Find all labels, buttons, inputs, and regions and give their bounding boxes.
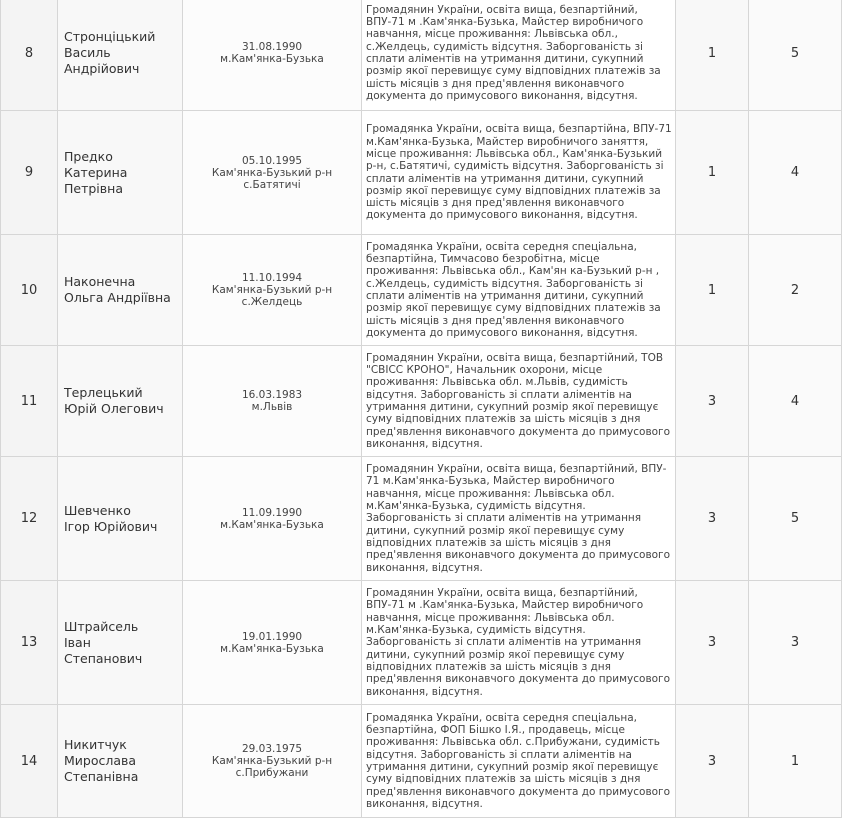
candidate-name — [58, 705, 183, 818]
candidate-description: Громадянин України, освіта вища, безпартійний, ВПУ- 71 м.Кам'янка-Бузька, Майстер виробничого навчання, місце проживання: Львівська обл. м.Кам'янка-Бузька, судимість відсутня. Заборгованість зі сплати аліментів на утримання дитини, сукупний розмір якої перевищує суму відповідних платежів за шість місяців з дня пред'явлення виконавчого документа до примусового виконання, відсутня. — [362, 457, 676, 581]
table-row — [1, 235, 842, 346]
birth-info — [183, 581, 362, 705]
name-line: Ігор Юрійович — [64, 518, 158, 534]
name-line: Петрівна — [64, 180, 123, 196]
value-b: 5 — [749, 457, 842, 581]
value-a: 3 — [676, 581, 749, 705]
table-row — [1, 346, 842, 457]
row-number: 12 — [1, 457, 58, 581]
value-b: 5 — [749, 0, 842, 111]
birth-date: 11.09.1990 — [241, 506, 303, 519]
candidate-description: Громадянка України, освіта середня спеціальна, безпартійна, Тимчасово безробітна, місце проживання: Львівська обл., Кам'ян ка-Бузький р-н , с.Желдець, судимість відсутня. Заборгованість зі сплати аліментів на утримання дитини, сукупний розмір якої перевищує суму відповідних платежів за шість місяців з дня пред'явлення виконавчого документа до примусового виконання, відсутня. — [362, 235, 676, 346]
name-line: Штрайсель — [64, 618, 139, 634]
birth-date: 29.03.1975 — [241, 743, 303, 755]
table-row — [1, 581, 842, 705]
candidate-description: Громадянин України, освіта вища, безпартійний, ТОВ "СВІСС КРОНО", Начальник охорони, місце проживання: Львівська обл. м.Львів, судимість відсутня. Заборгованість зі сплати аліментів на утримання дитини, сукупний розмір якої перевищує суму відповідних платежів за шість місяців з дня пред'явлення виконавчого документа до примусового виконання, відсутня. — [362, 346, 676, 457]
value-a: 3 — [676, 346, 749, 457]
candidate-name — [58, 0, 183, 111]
candidate-description: Громадянин України, освіта вища, безпартійний, ВПУ-71 м .Кам'янка-Бузька, Майстер виробничого навчання, місце проживання: Львівська обл., с.Желдець, судимість відсутня. Заборгованість зі сплати аліментів на утримання дитини, сукупний розмір якої перевищує суму відповідних платежів за шість місяців з дня пред'явлення виконавчого документа до примусового виконання, відсутня. — [362, 0, 676, 111]
value-b: 1 — [749, 705, 842, 818]
candidate-description: Громадянка України, освіта середня спеціальна, безпартійна, ФОП Бішко І.Я., продавець, місце проживання: Львівська обл. с.Прибужани, судимість відсутня. Заборгованість зі сплати аліментів на утримання дитини, сукупний розмір якої перевищує суму відповідних платежів за шість місяців з дня пред'явлення виконавчого документа до примусового виконання, відсутня. — [362, 705, 676, 818]
row-number: 14 — [1, 705, 58, 818]
name-line: Ольга Андріївна — [64, 290, 171, 305]
candidate-description: Громадянка України, освіта вища, безпартійна, ВПУ-71 м.Кам'янка-Бузька, Майстер виробничого заняття, місце проживання: Львівська обл., Кам'янка-Бузький р-н, с.Батятичі, судимість відсутня. Заборгованість зі сплати аліментів на утримання дитини, сукупний розмір якої перевищує суму відповідних платежів за шість місяців з дня пред'явлення виконавчого документа до примусового виконання, відсутня. — [362, 111, 676, 235]
value-a: 3 — [676, 705, 749, 818]
birth-place: с.Прибужани — [235, 767, 309, 779]
value-b: 4 — [749, 346, 842, 457]
candidate-name — [58, 235, 183, 346]
value-a: 1 — [676, 111, 749, 235]
birth-info — [183, 0, 362, 111]
name-line: Стронціцький — [64, 29, 156, 44]
name-line: Наконечна — [64, 274, 136, 289]
value-a: 3 — [676, 457, 749, 581]
table-row — [1, 705, 842, 818]
table-row — [1, 0, 842, 111]
row-number: 13 — [1, 581, 58, 705]
name-line: Андрійович — [64, 61, 140, 76]
candidate-description: Громадянин України, освіта вища, безпартійний, ВПУ-71 м .Кам'янка-Бузька, Майстер виробничого навчання, місце проживання: Львівська обл. м.Кам'янка-Бузька, судимість відсутня. Заборгованість зі сплати аліментів на утримання дитини, сукупний розмір якої перевищує суму відповідних платежів за шість місяців з дня пред'явлення виконавчого документа до примусового виконання, відсутня. — [362, 581, 676, 705]
birth-place: Кам'янка-Бузький р-н — [211, 755, 333, 767]
value-a: 1 — [676, 0, 749, 111]
birth-date: 05.10.1995 — [241, 154, 303, 167]
name-line: Василь — [64, 45, 111, 60]
name-line: Терлецький — [64, 385, 143, 400]
birth-info — [183, 705, 362, 818]
value-b: 3 — [749, 581, 842, 705]
candidate-name — [58, 111, 183, 235]
birth-info — [183, 457, 362, 581]
birth-date: 16.03.1983 — [241, 389, 303, 401]
birth-place: с.Батятичі — [243, 178, 301, 191]
name-line: Шевченко — [64, 502, 131, 518]
candidate-name — [58, 581, 183, 705]
birth-date: 31.08.1990 — [241, 41, 303, 53]
birth-info — [183, 111, 362, 235]
name-line: Катерина — [64, 164, 128, 180]
name-line: Іван — [64, 634, 91, 650]
name-line: Юрій Олегович — [64, 401, 164, 416]
row-number: 10 — [1, 235, 58, 346]
value-b: 2 — [749, 235, 842, 346]
candidate-name — [58, 346, 183, 457]
name-line: Предко — [64, 148, 113, 164]
birth-date: 11.10.1994 — [241, 272, 303, 284]
table-row — [1, 111, 842, 235]
birth-place: м.Кам'янка-Бузька — [220, 518, 324, 531]
birth-place: Кам'янка-Бузький р-н — [211, 166, 333, 179]
birth-date: 19.01.1990 — [241, 630, 303, 643]
row-number: 8 — [1, 0, 58, 111]
name-line: Никитчук — [64, 737, 127, 752]
birth-place: м.Кам'янка-Бузька — [220, 642, 324, 655]
birth-place: м.Львів — [251, 401, 293, 413]
birth-place: Кам'янка-Бузький р-н — [211, 284, 333, 296]
birth-info — [183, 235, 362, 346]
row-number: 11 — [1, 346, 58, 457]
name-line: Степанівна — [64, 769, 139, 784]
birth-info — [183, 346, 362, 457]
birth-place: с.Желдець — [241, 296, 303, 308]
row-number: 9 — [1, 111, 58, 235]
birth-place: м.Кам'янка-Бузька — [220, 53, 324, 65]
value-a: 1 — [676, 235, 749, 346]
candidate-name — [58, 457, 183, 581]
name-line: Мирослава — [64, 753, 137, 768]
table-row — [1, 457, 842, 581]
name-line: Степанович — [64, 650, 143, 666]
value-b: 4 — [749, 111, 842, 235]
